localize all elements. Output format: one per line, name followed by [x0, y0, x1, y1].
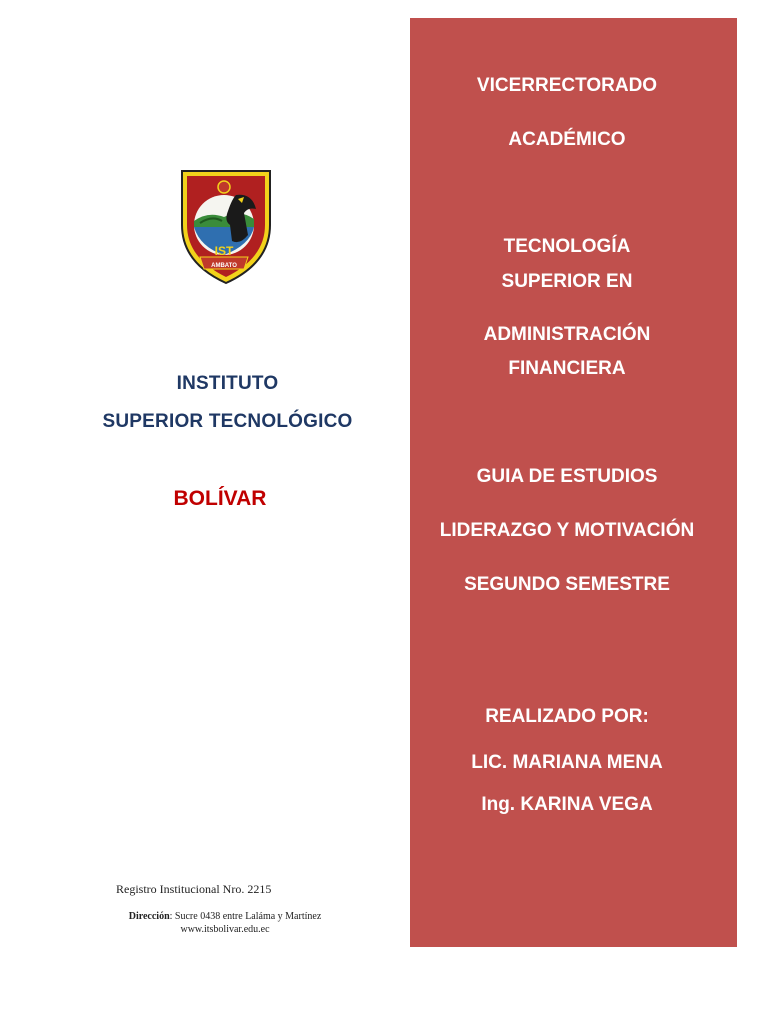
address-value: : Sucre 0438 entre Laláma y Martínez [169, 911, 322, 922]
panel-superior-en: SUPERIOR EN [501, 271, 633, 292]
institute-crest-logo [178, 165, 274, 287]
panel-semestre: SEGUNDO SEMESTRE [464, 574, 670, 595]
panel-realizado-por: REALIZADO POR: [485, 706, 649, 727]
institute-name: BOLÍVAR [173, 487, 267, 510]
address-label: Dirección [128, 911, 170, 922]
website-link[interactable]: www.itsbolivar.edu.ec [180, 924, 270, 935]
panel-financiera: FINANCIERA [508, 358, 626, 379]
registro-institucional: Registro Institucional Nro. 2215 [116, 882, 272, 896]
panel-materia: LIDERAZGO Y MOTIVACIÓN [439, 520, 695, 541]
title-panel [410, 18, 737, 947]
panel-guia-estudios: GUIA DE ESTUDIOS [476, 466, 658, 487]
institute-title-line2: SUPERIOR TECNOLÓGICO [102, 411, 353, 432]
crest-letters: IST [214, 244, 234, 258]
address-line [60, 910, 390, 923]
panel-administracion: ADMINISTRACIÓN [483, 324, 651, 345]
crest-ambato-text: AMBATO [211, 263, 237, 269]
panel-academico: ACADÉMICO [508, 129, 626, 150]
address-block [60, 910, 390, 936]
panel-autor-2: Ing. KARINA VEGA [481, 794, 653, 815]
institute-title-line1: INSTITUTO [176, 373, 279, 394]
panel-autor-1: LIC. MARIANA MENA [471, 752, 663, 773]
panel-vicerrectorado: VICERRECTORADO [476, 75, 658, 96]
panel-tecnologia: TECNOLOGÍA [503, 236, 631, 257]
